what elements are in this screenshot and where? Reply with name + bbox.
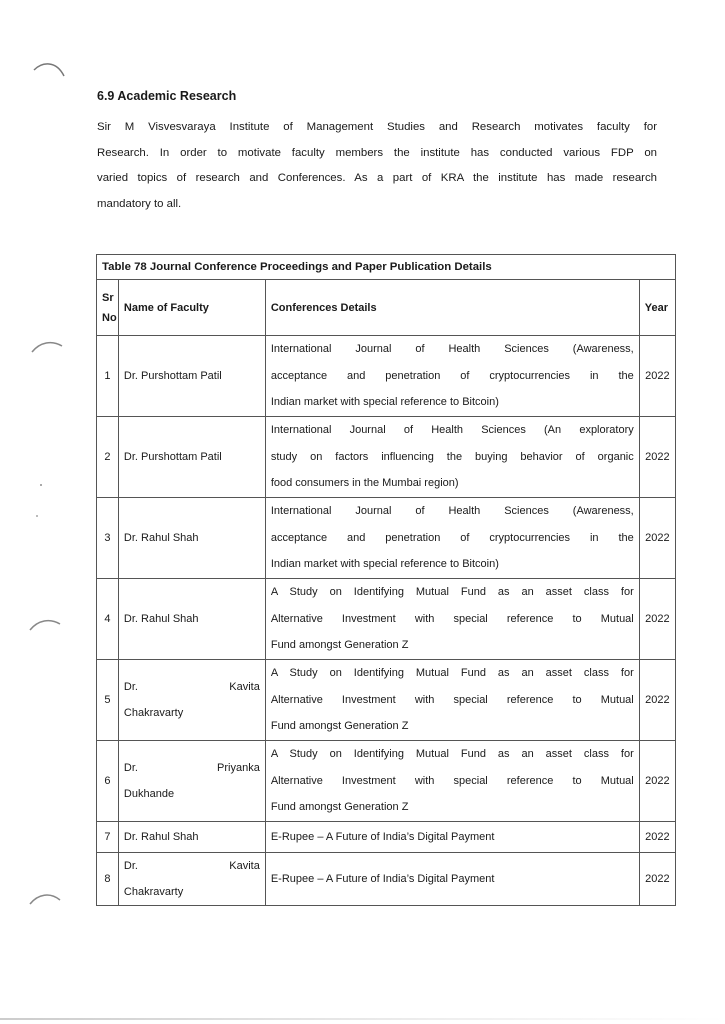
speck <box>36 515 38 517</box>
cell-sr-no: 3 <box>97 498 119 579</box>
punch-hole-mark <box>26 888 66 910</box>
punch-hole-mark <box>26 612 66 634</box>
table-caption: Table 78 Journal Conference Proceedings and Paper Publication Details <box>97 255 676 280</box>
name-first: Priyanka <box>217 762 260 774</box>
conference-line: A Study on Identifying Mutual Fund as an asset class for <box>270 748 634 761</box>
cell-year: 2022 <box>639 660 675 741</box>
cell-conference-details <box>265 336 639 417</box>
conference-line: Alternative Investment with special reference to Mutual <box>270 612 634 625</box>
conference-line: International Journal of Health Sciences (Awareness, <box>270 343 634 356</box>
cell-year: 2022 <box>639 822 675 853</box>
name-last: Dukhande <box>123 788 175 800</box>
section-heading: 6.9 Academic Research <box>97 89 237 103</box>
conference-line: study on factors influencing the buying behavior of organic <box>270 450 634 463</box>
cell-faculty-name: Dr. Rahul Shah <box>118 498 265 579</box>
conference-line: food consumers in the Mumbai region) <box>270 477 459 490</box>
conference-line: Fund amongst Generation Z <box>270 801 409 814</box>
table-row <box>97 822 676 853</box>
section-paragraph <box>97 115 657 217</box>
speck <box>40 484 42 486</box>
name-prefix: Dr. <box>123 762 138 774</box>
conference-line: Indian market with special reference to Bitcoin) <box>270 558 499 571</box>
conference-line: Alternative Investment with special reference to Mutual <box>270 774 634 787</box>
cell-faculty-name <box>118 741 265 822</box>
table-body <box>97 336 676 906</box>
cell-year: 2022 <box>639 417 675 498</box>
cell-conference-details <box>265 498 639 579</box>
table-row <box>97 579 676 660</box>
table-row <box>97 498 676 579</box>
name-last: Chakravarty <box>123 707 184 719</box>
header-year: Year <box>639 280 675 336</box>
conference-line: Fund amongst Generation Z <box>270 639 409 652</box>
conference-line: Indian market with special reference to Bitcoin) <box>270 396 499 409</box>
header-no-line: No <box>102 311 117 324</box>
name-prefix: Dr. <box>123 681 138 693</box>
cell-sr-no: 6 <box>97 741 119 822</box>
cell-sr-no: 5 <box>97 660 119 741</box>
punch-hole-mark <box>28 336 68 358</box>
table-row <box>97 853 676 906</box>
name-first: Kavita <box>229 860 260 872</box>
cell-conference-details <box>265 660 639 741</box>
header-conference: Conferences Details <box>265 280 639 336</box>
scan-edge <box>0 1018 725 1020</box>
cell-sr-no: 7 <box>97 822 119 853</box>
table-row <box>97 660 676 741</box>
name-prefix: Dr. <box>123 860 138 872</box>
header-sr-line: Sr <box>102 291 114 304</box>
conference-line: A Study on Identifying Mutual Fund as an asset class for <box>270 667 634 680</box>
cell-year: 2022 <box>639 853 675 906</box>
cell-conference-details <box>265 741 639 822</box>
cell-conference-details <box>265 417 639 498</box>
paragraph-line: Sir M Visvesvaraya Institute of Management Studies and Research motivates faculty for <box>97 121 657 133</box>
cell-year: 2022 <box>639 498 675 579</box>
conference-line: acceptance and penetration of cryptocurrencies in the <box>270 369 634 382</box>
cell-year: 2022 <box>639 741 675 822</box>
cell-sr-no: 4 <box>97 579 119 660</box>
paragraph-line: Research. In order to motivate faculty members the institute has conducted various FDP on <box>97 146 657 159</box>
conference-line: A Study on Identifying Mutual Fund as an asset class for <box>270 586 634 599</box>
cell-sr-no: 2 <box>97 417 119 498</box>
cell-sr-no: 8 <box>97 853 119 906</box>
cell-faculty-name: Dr. Purshottam Patil <box>118 417 265 498</box>
conference-line: Fund amongst Generation Z <box>270 720 409 733</box>
cell-faculty-name: Dr. Purshottam Patil <box>118 336 265 417</box>
cell-faculty-name <box>118 660 265 741</box>
paragraph-line: varied topics of research and Conferences. As a part of KRA the institute has made research <box>97 172 657 184</box>
cell-faculty-name: Dr. Rahul Shah <box>118 822 265 853</box>
conference-line: International Journal of Health Sciences (Awareness, <box>270 505 634 518</box>
cell-faculty-name: Dr. Rahul Shah <box>118 579 265 660</box>
cell-sr-no: 1 <box>97 336 119 417</box>
conference-line: Alternative Investment with special reference to Mutual <box>270 693 634 706</box>
cell-year: 2022 <box>639 336 675 417</box>
punch-hole-mark <box>30 58 70 88</box>
publication-table <box>96 254 676 906</box>
paragraph-line: mandatory to all. <box>97 197 182 210</box>
table-row <box>97 417 676 498</box>
conference-line: E-Rupee – A Future of India’s Digital Payment <box>270 872 495 885</box>
name-first: Kavita <box>229 681 260 693</box>
cell-conference-details <box>265 579 639 660</box>
name-last: Chakravarty <box>123 886 184 898</box>
cell-conference-details <box>265 822 639 853</box>
conference-line: International Journal of Health Sciences (An exploratory <box>270 424 634 437</box>
header-name: Name of Faculty <box>118 280 265 336</box>
cell-year: 2022 <box>639 579 675 660</box>
header-sr-no <box>97 280 119 336</box>
conference-line: acceptance and penetration of cryptocurrencies in the <box>270 531 634 544</box>
conference-line: E-Rupee – A Future of India’s Digital Payment <box>270 830 495 843</box>
cell-conference-details <box>265 853 639 906</box>
table-row <box>97 741 676 822</box>
cell-faculty-name <box>118 853 265 906</box>
table-row <box>97 336 676 417</box>
